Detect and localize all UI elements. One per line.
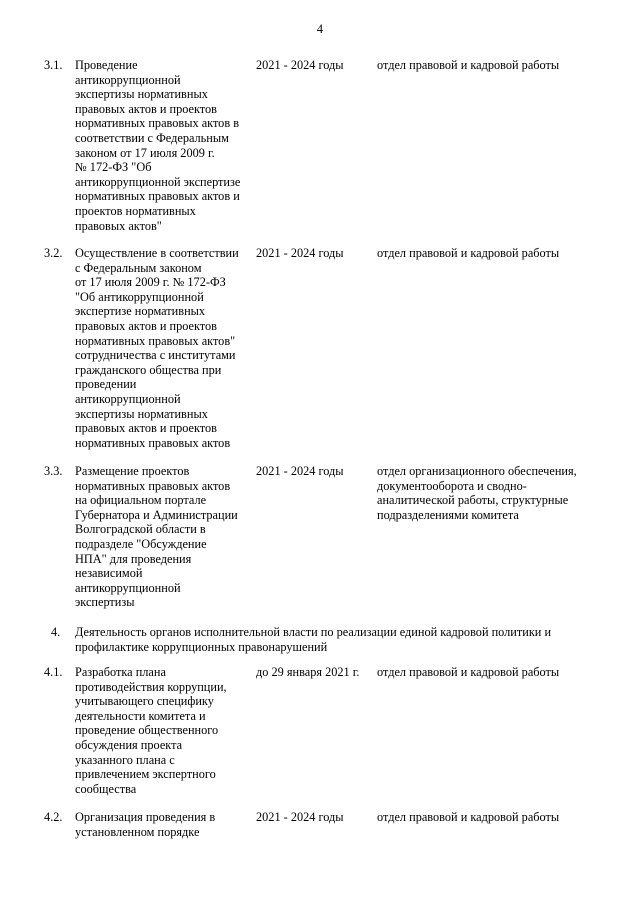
description-line: с Федеральным законом xyxy=(75,260,202,275)
row-description xyxy=(75,810,253,839)
description-line: гражданского общества при xyxy=(75,362,222,377)
description-line: привлечением экспертного xyxy=(75,767,216,782)
row-term: 2021 - 2024 годы xyxy=(256,246,344,260)
row-description xyxy=(75,464,253,610)
responsible-line: отдел правовой и кадровой работы xyxy=(377,810,560,824)
responsible-line: отдел правовой и кадровой работы xyxy=(377,58,560,72)
description-line: антикоррупционной xyxy=(75,72,181,87)
description-line: правовых актов и проектов xyxy=(75,421,217,436)
row-responsible xyxy=(377,246,597,261)
description-line: законом от 17 июля 2009 г. xyxy=(75,145,215,160)
row-number: 4.2. xyxy=(44,810,63,824)
responsible-line: отдел правовой и кадровой работы xyxy=(377,246,560,260)
description-line: экспертизы нормативных xyxy=(75,87,208,102)
row-term: 2021 - 2024 годы xyxy=(256,464,344,478)
description-line: антикоррупционной xyxy=(75,580,181,595)
page-number: 4 xyxy=(316,22,324,36)
section-title-line: профилактике коррупционных правонарушений xyxy=(75,639,328,654)
description-line: антикоррупционной экспертизе xyxy=(75,174,241,189)
row-responsible xyxy=(377,58,597,73)
description-line: Проведение xyxy=(75,58,138,72)
description-line: независимой xyxy=(75,566,143,581)
row-responsible xyxy=(377,665,597,680)
description-line: нормативных правовых актов в xyxy=(75,116,240,131)
description-line: Волгоградской области в xyxy=(75,522,206,537)
description-line: проведение общественного xyxy=(75,723,219,738)
section-title-line: Деятельность органов исполнительной власти по реализации единой кадровой политики и xyxy=(75,625,552,639)
description-line: учитывающего специфику xyxy=(75,694,214,709)
description-line: сообщества xyxy=(75,781,137,796)
row-number: 4.1. xyxy=(44,665,63,679)
row-number: 3.1. xyxy=(44,58,63,72)
description-line: соответствии с Федеральным xyxy=(75,130,229,145)
description-line: на официальном портале xyxy=(75,493,207,508)
description-line: обсуждения проекта xyxy=(75,737,183,752)
description-line: правовых актов" xyxy=(75,218,162,233)
description-line: противодействия коррупции, xyxy=(75,679,227,694)
description-line: Размещение проектов xyxy=(75,464,190,478)
description-line: экспертизы xyxy=(75,595,135,610)
description-line: правовых актов и проектов xyxy=(75,318,217,333)
row-term: 2021 - 2024 годы xyxy=(256,810,344,824)
description-line: антикоррупционной xyxy=(75,391,181,406)
description-line: Организация проведения в xyxy=(75,810,216,824)
description-line: № 172-ФЗ "Об xyxy=(75,160,152,175)
row-term: до 29 января 2021 г. xyxy=(256,665,360,679)
responsible-line: документооборота и сводно- xyxy=(377,478,527,493)
description-line: указанного плана с xyxy=(75,752,175,767)
description-line: от 17 июля 2009 г. № 172-ФЗ xyxy=(75,275,226,290)
description-line: экспертизе нормативных xyxy=(75,304,206,319)
description-line: нормативных правовых актов и xyxy=(75,189,240,204)
description-line: НПА" для проведения xyxy=(75,551,192,566)
row-term: 2021 - 2024 годы xyxy=(256,58,344,72)
description-line: установленном порядке xyxy=(75,824,200,839)
description-line: Губернатора и Администрации xyxy=(75,507,238,522)
responsible-line: отдел правовой и кадровой работы xyxy=(377,665,560,679)
description-line: нормативных правовых актов" xyxy=(75,333,236,348)
responsible-line: аналитической работы, структурные xyxy=(377,493,569,508)
row-description xyxy=(75,58,253,233)
row-responsible xyxy=(377,810,597,825)
responsible-line: подразделениями комитета xyxy=(377,507,519,522)
description-line: нормативных правовых актов xyxy=(75,435,231,450)
description-line: экспертизы нормативных xyxy=(75,406,208,421)
row-description xyxy=(75,665,253,796)
description-line: сотрудничества с институтами xyxy=(75,348,236,363)
description-line: Разработка плана xyxy=(75,665,166,679)
row-number: 3.3. xyxy=(44,464,63,478)
row-number: 3.2. xyxy=(44,246,63,260)
description-line: проведении xyxy=(75,377,137,392)
description-line: подразделе "Обсуждение xyxy=(75,536,207,551)
description-line: "Об антикоррупционной xyxy=(75,289,204,304)
description-line: деятельности комитета и xyxy=(75,708,206,723)
row-responsible xyxy=(377,464,597,522)
row-description xyxy=(75,246,253,450)
description-line: нормативных правовых актов xyxy=(75,478,231,493)
section-number: 4. xyxy=(51,625,61,639)
description-line: Осуществление в соответствии xyxy=(75,246,239,260)
responsible-line: отдел организационного обеспечения, xyxy=(377,464,577,478)
description-line: проектов нормативных xyxy=(75,203,196,218)
description-line: правовых актов и проектов xyxy=(75,101,217,116)
section-title xyxy=(75,625,595,654)
